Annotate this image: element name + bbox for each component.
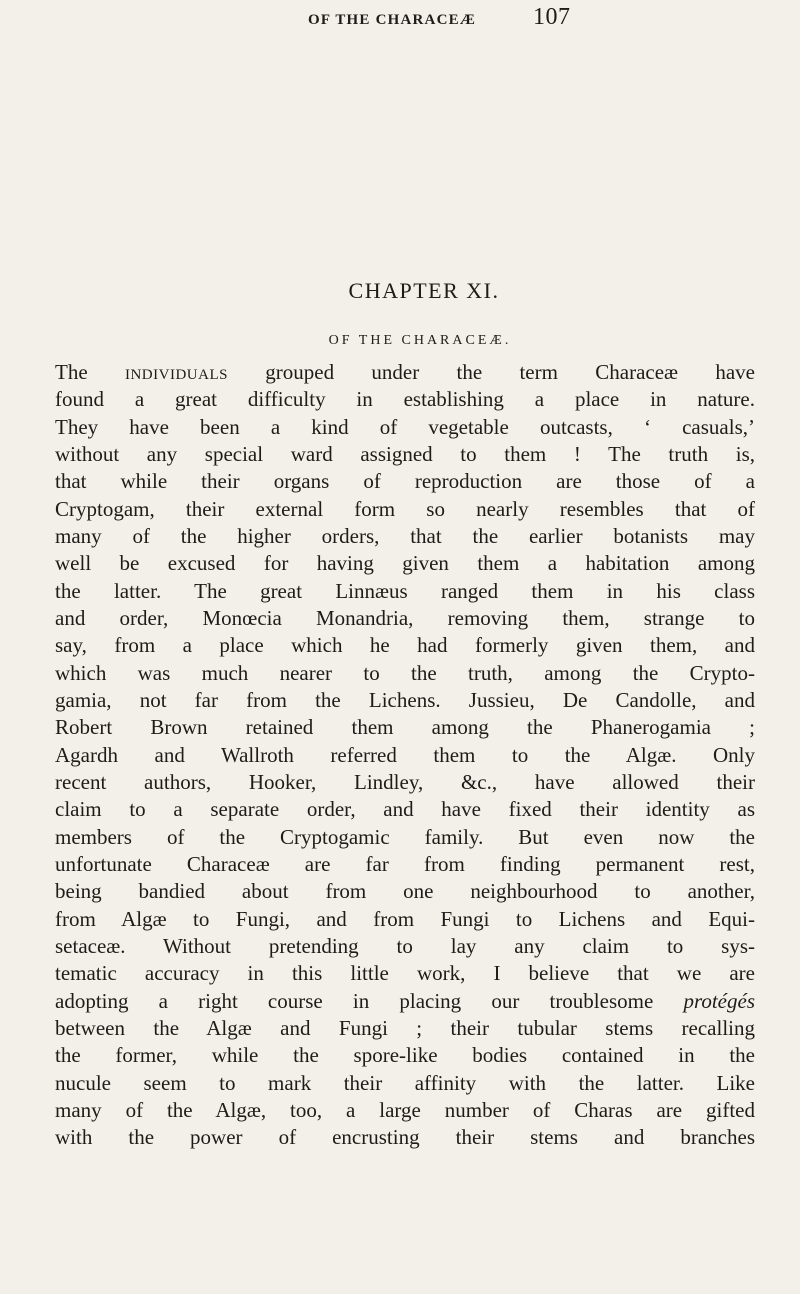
text-line-8: well be excused for having given them a habitation among [55, 551, 755, 576]
text-line-21: from Algæ to Fungi, and from Fungi to Lichens and Equi- [55, 906, 755, 931]
text-line-4: without any special ward assigned to them ! The truth is, [55, 441, 755, 466]
chapter-subheading: OF THE CHARACEÆ. [328, 333, 512, 348]
text-line-14: Robert Brown retained them among the Phanerogamia ; [55, 715, 755, 740]
text-line-28: many of the Algæ, too, a large number of Charas are gifted [55, 1097, 755, 1122]
text-line-29: with the power of encrusting their stems and branches [55, 1125, 755, 1150]
text-line-25: between the Algæ and Fungi ; their tubular stems recalling [55, 1015, 755, 1040]
lead-in-smallcaps: individuals [124, 360, 228, 384]
text-line-20: being bandied about from one neighbourhood to another, [55, 879, 755, 904]
page-number: 107 [533, 4, 571, 30]
text-line-24-text: adopting a right course in placing our troublesome [55, 988, 654, 1013]
running-head: OF THE CHARACEÆ [308, 12, 477, 28]
lead-in-word: The [55, 360, 88, 384]
text-line-17: claim to a separate order, and have fixed their identity as [55, 797, 755, 822]
text-line-13: gamia, not far from the Lichens. Jussieu, De Candolle, and [55, 687, 755, 712]
text-line-1-rest: grouped under the term Characeæ have [227, 360, 756, 384]
text-line-27: nucule seem to mark their affinity with the latter. Like [55, 1070, 755, 1095]
text-line-15: Agardh and Wallroth referred them to the Algæ. Only [55, 742, 755, 767]
text-line-1 [55, 359, 755, 386]
text-line-12: which was much nearer to the truth, among the Crypto- [55, 660, 755, 685]
text-line-24 [55, 988, 755, 1015]
text-line-2: found a great difficulty in establishing a place in nature. [55, 387, 755, 412]
text-line-5: that while their organs of reproduction are those of a [55, 469, 755, 494]
body-text [55, 359, 755, 1152]
text-line-23: tematic accuracy in this little work, I believe that we are [55, 961, 755, 986]
text-line-9: the latter. The great Linnæus ranged them in his class [55, 578, 755, 603]
text-line-22: setaceæ. Without pretending to lay any claim to sys- [55, 933, 755, 958]
text-line-26: the former, while the spore-like bodies contained in the [55, 1043, 755, 1068]
text-line-7: many of the higher orders, that the earlier botanists may [55, 523, 755, 548]
text-line-10: and order, Monœcia Monandria, removing them, strange to [55, 605, 755, 630]
text-line-11: say, from a place which he had formerly given them, and [55, 633, 755, 658]
text-line-3: They have been a kind of vegetable outcasts, ‘ casuals,’ [55, 414, 755, 439]
text-line-6: Cryptogam, their external form so nearly resembles that of [55, 496, 755, 521]
text-line-19: unfortunate Characeæ are far from finding permanent rest, [55, 851, 755, 876]
chapter-heading: CHAPTER XI. [348, 278, 500, 303]
italic-word: protégés [683, 988, 755, 1013]
text-line-16: recent authors, Hooker, Lindley, &c., have allowed their [55, 769, 755, 794]
text-line-18: members of the Cryptogamic family. But even now the [55, 824, 755, 849]
